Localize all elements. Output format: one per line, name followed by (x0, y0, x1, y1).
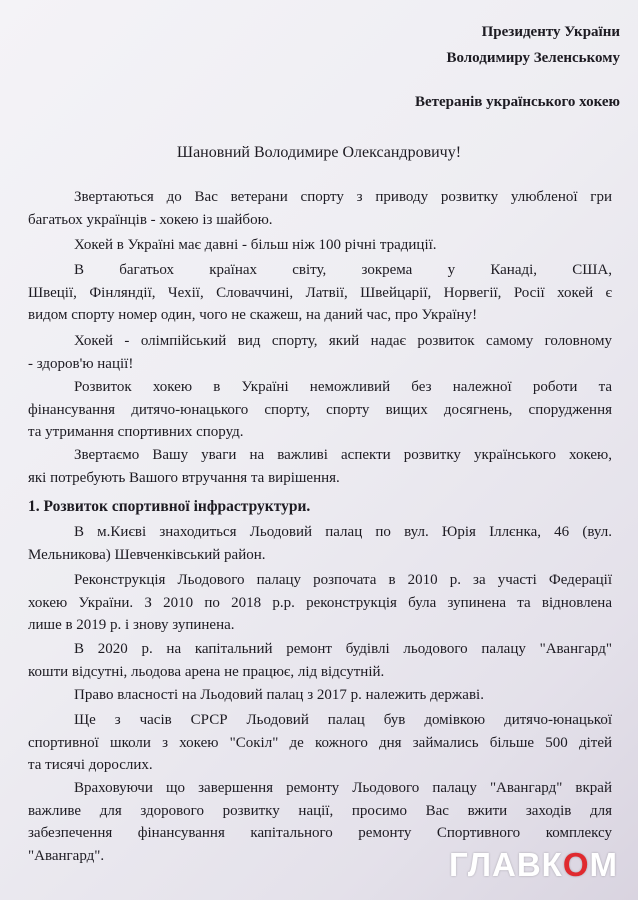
paragraph-section1-1 (28, 521, 612, 566)
paragraph-section1-5 (28, 709, 612, 777)
addressee-line2: Володимиру Зеленському (446, 50, 620, 66)
text-line: Швеції, Фінляндії, Чехії, Словаччині, Латвії, Швейцарії, Норвегії, Росії хокей є (28, 284, 612, 301)
text-line: В м.Києві знаходиться Льодовий палац по вул. Юрія Іллєнка, 46 (вул. (74, 524, 612, 540)
text-line: Ще з часів СРСР Льодовий палац був домівкою дитячо-юнацької (74, 712, 612, 728)
text-line: В багатьох країнах світу, зокрема у Канаді, США, (74, 262, 612, 278)
text-line: Звертаємо Вашу уваги на важливі аспекти розвитку українського хокею, (74, 447, 612, 463)
salutation: Шановний Володимире Олександровичу! (176, 144, 462, 161)
paragraph-intro-3 (28, 259, 612, 327)
text-line: забезпечення фінансування капітального ремонту Спортивного комплексу (28, 825, 612, 841)
text-line: Враховуючи що завершення ремонту Льодового палацу "Авангард" вкрай (74, 780, 612, 796)
text-line: В 2020 р. на капітальний ремонт будівлі льодового палацу "Авангард" (74, 641, 612, 657)
sender-line: Ветеранів українського хокею (414, 94, 620, 110)
paragraph-section1-4 (28, 684, 612, 707)
text-line: спортивної школи з хокею "Сокіл" де кожного дня займались більше 500 дітей (28, 734, 612, 751)
glavcom-watermark-logo (449, 846, 618, 884)
paragraph-intro-1 (28, 186, 612, 231)
text-line: та тисячі дорослих. (28, 757, 153, 773)
text-line: фінансування дитячо-юнацького спорту, спорту вищих досягнень, спорудження (28, 401, 612, 418)
paragraph-intro-6 (28, 444, 612, 489)
text-line: важливе для здорового розвитку нації, просимо Вас вжити заходів для (28, 802, 612, 819)
logo-text-post: М (589, 846, 618, 883)
text-line: та утримання спортивних споруд. (28, 424, 244, 440)
logo-text-o: О (562, 846, 590, 883)
text-line: Розвиток хокею в Україні неможливий без належної роботи та (74, 379, 612, 395)
paragraph-intro-5 (28, 376, 612, 444)
text-line: які потребують Вашого втручання та вирішення. (28, 469, 340, 486)
text-line: кошти відсутні, льодова арена не працює, лід відсутній. (28, 663, 385, 680)
addressee-line1: Президенту України (481, 24, 620, 40)
text-line: Хокей - олімпійський вид спорту, який надає розвиток самому головному (74, 333, 612, 349)
text-line: Мельникова) Шевченківський район. (28, 546, 266, 563)
text-line: "Авангард". (28, 847, 105, 864)
text-line: лише в 2019 р. і знову зупинена. (28, 617, 235, 633)
paragraph-section1-2 (28, 569, 612, 637)
section-title: 1. Розвиток спортивної інфраструктури. (28, 498, 311, 515)
text-line: Право власності на Льодовий палац з 2017 р. належить державі. (74, 687, 484, 703)
text-line: хокею України. З 2010 по 2018 р.р. реконструкція була зупинена та відновлена (28, 594, 612, 611)
text-line: Звертаються до Вас ветерани спорту з приводу розвитку улюбленої гри (74, 189, 612, 205)
text-line: - здоров'ю нації! (28, 355, 134, 372)
text-line: багатьох українців - хокею із шайбою. (28, 211, 273, 228)
paragraph-section1-3 (28, 638, 612, 683)
text-line: Хокей в Україні має давні - більш ніж 100 річні традиції. (74, 237, 437, 253)
text-line: видом спорту номер один, чого не скажеш, на даний час, про Україну! (28, 307, 478, 323)
logo-text-pre: ГЛАВК (448, 846, 563, 883)
paragraph-intro-2 (28, 234, 612, 257)
paragraph-intro-4 (28, 330, 612, 375)
text-line: Реконструкція Льодового палацу розпочата в 2010 р. за участі Федерації (74, 572, 612, 588)
